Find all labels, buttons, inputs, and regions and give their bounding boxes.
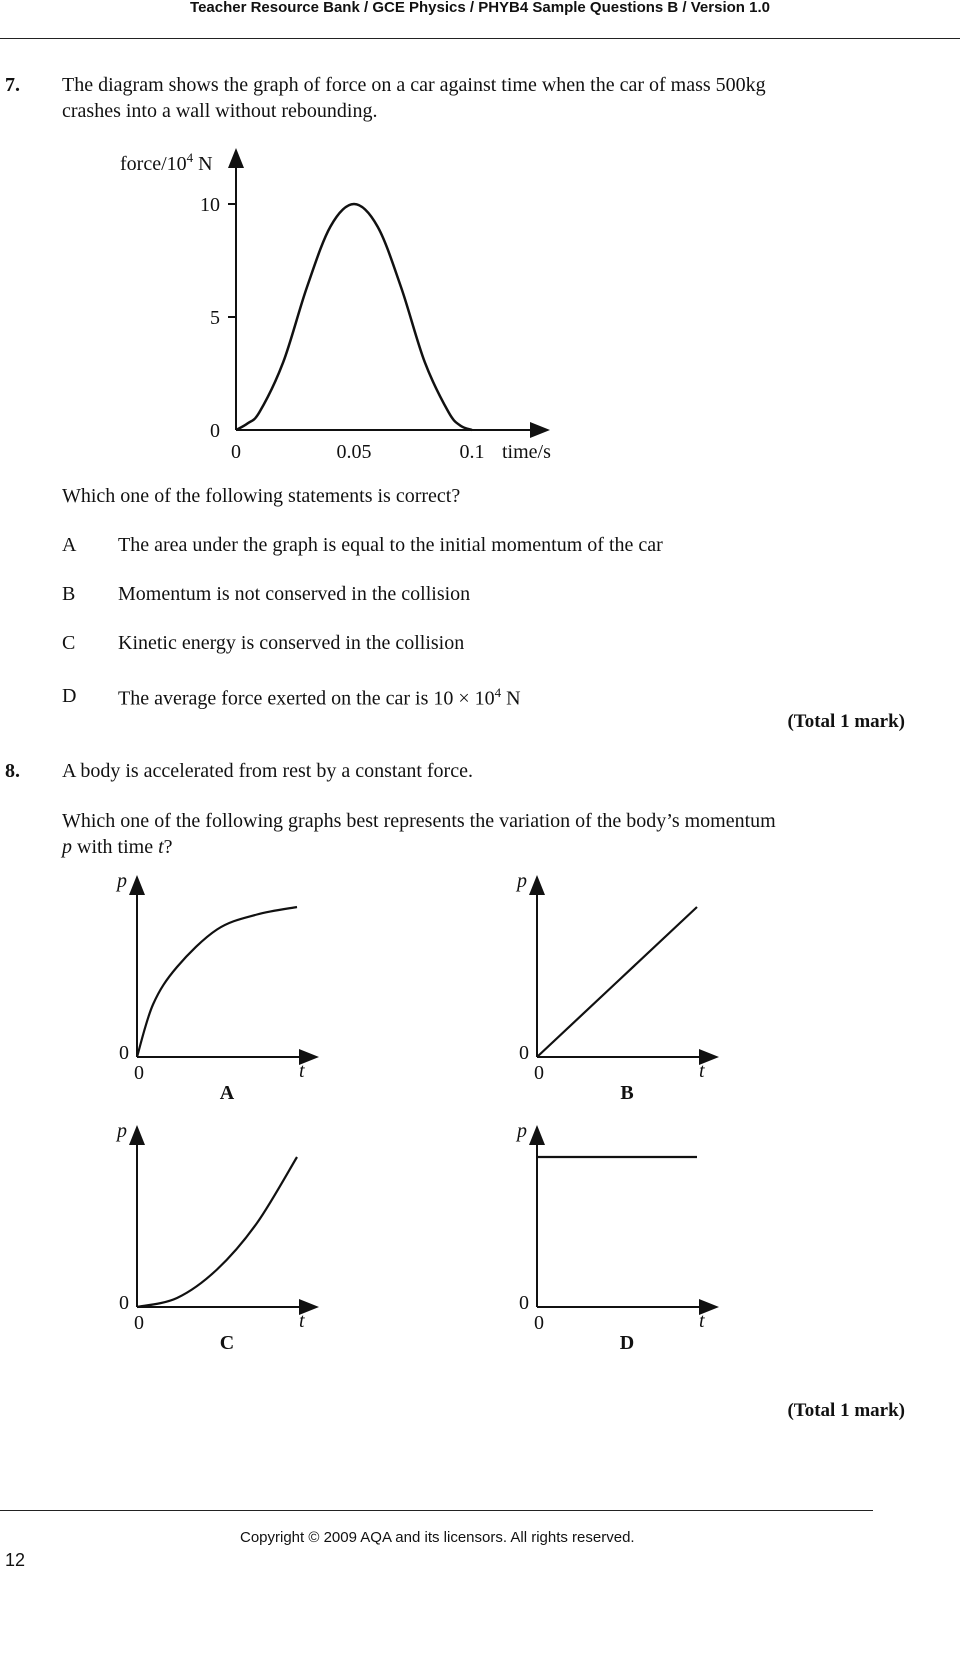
force-x-tick-label: 0 — [231, 441, 241, 463]
q7-option-d-text: The average force exerted on the car is $10 \times 10^4$ N — [118, 685, 521, 710]
footer-copyright: Copyright © 2009 AQA and its licensors. All rights reserved. — [240, 1529, 635, 1546]
force-x-axis-label: time/s — [502, 441, 551, 463]
momentum-graphs — [0, 870, 960, 1390]
q8-stem: A body is accelerated from rest by a constant force. — [62, 760, 473, 782]
y-origin-label: 0 — [119, 1292, 129, 1314]
y-origin-label: 0 — [519, 1292, 529, 1314]
momentum-line — [537, 907, 697, 1057]
q8-question-line1: Which one of the following graphs best represents the variation of the body’s momentum — [62, 810, 776, 832]
t-axis-label: t — [699, 1310, 705, 1332]
t-axis-label: t — [299, 1310, 305, 1332]
force-y-tick-label: 5 — [210, 307, 220, 329]
t-axis-label: t — [299, 1060, 305, 1082]
momentum-graph-b — [515, 870, 709, 1104]
momentum-line — [137, 907, 297, 1057]
panel-letter: D — [619, 1332, 635, 1354]
p-axis-label: p — [117, 1120, 127, 1142]
q8-question-line2: p with time t? — [62, 836, 173, 858]
q7-total-mark: (Total 1 mark) — [787, 711, 905, 732]
force-curve — [236, 204, 472, 430]
p-axis-label: p — [517, 1120, 527, 1142]
panel-letter: B — [620, 1082, 634, 1104]
q7-option-a-letter: A — [62, 534, 77, 556]
q7-question: Which one of the following statements is correct? — [62, 485, 461, 507]
q8-number: 8. — [5, 760, 20, 782]
t-axis-label: t — [699, 1060, 705, 1082]
q7-stem-line1: The diagram shows the graph of force on a car against time when the car of mass 500kg — [62, 74, 766, 96]
force-y-tick-label: 0 — [210, 420, 220, 442]
momentum-graph-d — [515, 1120, 709, 1354]
q7-stem-line2: crashes into a wall without rebounding. — [62, 100, 378, 122]
force-axis-label: force/$10^4$ N — [120, 150, 213, 175]
y-origin-label: 0 — [119, 1042, 129, 1064]
momentum-line — [137, 1157, 297, 1307]
q7-number: 7. — [5, 74, 20, 96]
x-origin-label: 0 — [134, 1312, 144, 1334]
force-x-tick-label: 0.1 — [459, 441, 485, 463]
momentum-graph-a — [115, 870, 309, 1104]
x-origin-label: 0 — [534, 1312, 544, 1334]
q7-option-b-text: Momentum is not conserved in the collision — [118, 583, 471, 605]
page-header: Teacher Resource Bank / GCE Physics / PHYB4 Sample Questions B / Version 1.0 — [190, 0, 770, 16]
x-origin-label: 0 — [534, 1062, 544, 1084]
x-origin-label: 0 — [134, 1062, 144, 1084]
momentum-graph-c — [115, 1120, 309, 1354]
q7-option-c-letter: C — [62, 632, 76, 654]
q7-option-c-text: Kinetic energy is conserved in the collision — [118, 632, 465, 654]
p-axis-label: p — [517, 870, 527, 892]
page-number: 12 — [5, 1550, 26, 1570]
panel-letter: C — [219, 1332, 235, 1354]
force-x-tick-label: 0.05 — [336, 441, 372, 463]
header-rule — [0, 38, 960, 39]
q7-option-d-letter: D — [62, 685, 77, 707]
panel-letter: A — [219, 1082, 235, 1104]
force-y-tick-label: 10 — [200, 194, 220, 216]
q7-option-a-text: The area under the graph is equal to the initial momentum of the car — [118, 534, 663, 556]
p-axis-label: p — [117, 870, 127, 892]
force-time-graph — [110, 140, 590, 480]
q8-total-mark: (Total 1 mark) — [787, 1400, 905, 1421]
q7-option-b-letter: B — [62, 583, 76, 605]
footer-rule — [0, 1510, 873, 1511]
y-origin-label: 0 — [519, 1042, 529, 1064]
